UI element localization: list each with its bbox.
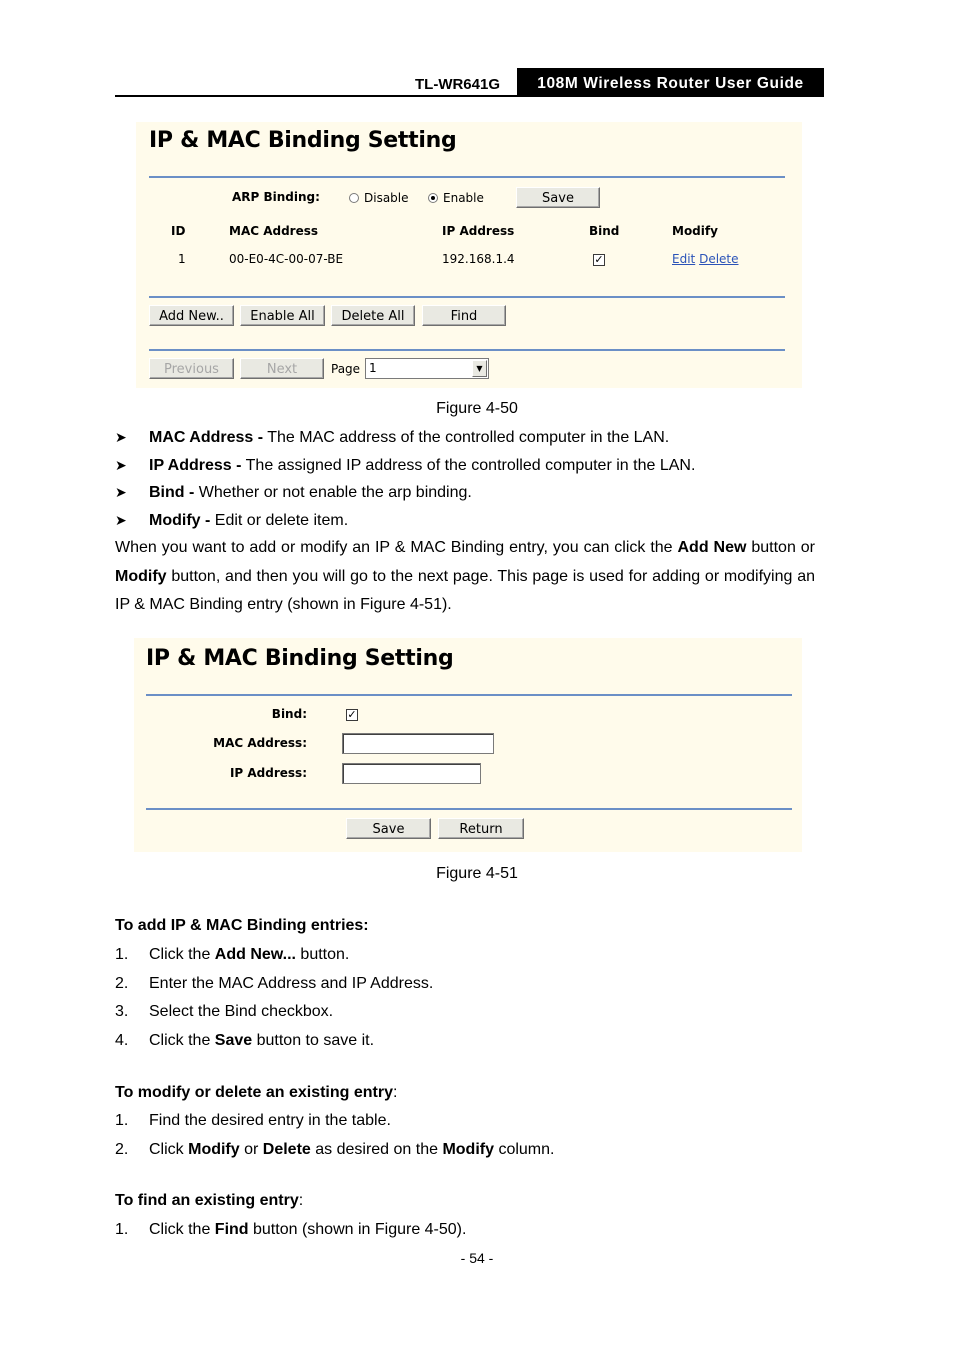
mac-address-input[interactable] xyxy=(342,733,494,754)
previous-button[interactable]: Previous xyxy=(149,358,234,379)
bullet-arrow-icon: ➤ xyxy=(115,457,127,473)
delete-link[interactable]: Delete xyxy=(699,252,739,266)
next-button[interactable]: Next xyxy=(240,358,324,379)
return-button[interactable]: Return xyxy=(438,818,524,839)
bullet-item: Modify - Edit or delete item. xyxy=(149,512,349,529)
bullet-arrow-icon: ➤ xyxy=(115,484,127,500)
bind-label: Bind: xyxy=(271,707,307,721)
step-text: Click Modify or Delete as desired on the Modify column. xyxy=(149,1141,555,1158)
page-number: - 54 - xyxy=(460,1250,494,1266)
find-heading: To find an existing entry: xyxy=(115,1192,304,1209)
bullet-item: IP Address - The assigned IP address of the controlled computer in the LAN. xyxy=(149,457,696,474)
figure2-caption: Figure 4-51 xyxy=(436,865,518,882)
col-header-ip: IP Address xyxy=(442,224,515,238)
page-label: Page xyxy=(331,362,361,376)
row-bind-checkbox[interactable]: ✓ xyxy=(594,253,604,266)
row-mac: 00-E0-4C-00-07-BE xyxy=(229,252,344,266)
ip-address-input[interactable] xyxy=(342,763,481,784)
step-number: 1. xyxy=(115,1112,129,1129)
bullet-arrow-icon: ➤ xyxy=(115,429,127,445)
bind-checkbox[interactable]: ✓ xyxy=(347,708,357,721)
delete-all-button[interactable]: Delete All xyxy=(331,305,415,326)
col-header-mac: MAC Address xyxy=(229,224,319,238)
page-select[interactable] xyxy=(365,358,489,379)
figure-4-50-panel xyxy=(136,122,802,388)
divider xyxy=(149,296,785,298)
enable-all-button[interactable]: Enable All xyxy=(240,305,325,326)
step-number: 2. xyxy=(115,1141,129,1158)
figure2-title: IP & MAC Binding Setting xyxy=(146,646,454,671)
bullet-item: MAC Address - The MAC address of the controlled computer in the LAN. xyxy=(149,429,670,446)
intro-paragraph: When you want to add or modify an IP & MAC Binding entry, you can click the Add New button or Modify button, and then you will go to the next page. This page is used for adding or modifying an IP & MAC Binding entry (shown in Figure 4-51). xyxy=(115,539,815,613)
figure1-title: IP & MAC Binding Setting xyxy=(149,128,457,153)
bullet-item: Bind - Whether or not enable the arp binding. xyxy=(149,484,472,501)
save-button[interactable]: Save xyxy=(346,818,431,839)
edit-link[interactable]: Edit xyxy=(672,252,696,266)
step-text: Click the Find button (shown in Figure 4-50). xyxy=(149,1221,467,1238)
divider xyxy=(146,808,792,810)
step-text: Find the desired entry in the table. xyxy=(149,1112,391,1129)
row-id: 1 xyxy=(178,252,186,266)
row-modify xyxy=(672,252,739,266)
add-heading: To add IP & MAC Binding entries: xyxy=(115,917,369,934)
arp-enable-label: Enable xyxy=(443,191,484,205)
add-new-button[interactable]: Add New.. xyxy=(149,305,234,326)
step-number: 3. xyxy=(115,1003,129,1020)
modify-heading: To modify or delete an existing entry: xyxy=(115,1084,398,1101)
dropdown-arrow-icon: ▼ xyxy=(472,360,487,377)
step-text: Click the Save button to save it. xyxy=(149,1032,375,1049)
step-text: Click the Add New... button. xyxy=(149,946,350,963)
col-header-modify: Modify xyxy=(672,224,718,238)
mac-address-label: MAC Address: xyxy=(213,736,307,750)
find-button[interactable]: Find xyxy=(422,305,506,326)
row-ip: 192.168.1.4 xyxy=(442,252,515,266)
step-text: Enter the MAC Address and IP Address. xyxy=(149,975,434,992)
arp-disable-radio[interactable] xyxy=(349,193,359,203)
col-header-bind: Bind xyxy=(589,224,620,238)
header-guide-title: 108M Wireless Router User Guide xyxy=(517,68,824,97)
step-number: 4. xyxy=(115,1032,129,1049)
page-select-value: 1 xyxy=(369,361,377,375)
divider xyxy=(149,349,785,351)
arp-enable-radio[interactable] xyxy=(428,193,438,203)
step-number: 2. xyxy=(115,975,129,992)
header-model: TL-WR641G xyxy=(415,76,501,93)
figure-4-51-panel xyxy=(134,638,802,852)
col-header-id: ID xyxy=(171,224,186,238)
ip-address-label: IP Address: xyxy=(229,766,307,780)
bullet-arrow-icon: ➤ xyxy=(115,512,127,528)
header-rule xyxy=(115,95,519,97)
step-number: 1. xyxy=(115,946,129,963)
step-number: 1. xyxy=(115,1221,129,1238)
figure1-caption: Figure 4-50 xyxy=(436,400,518,417)
divider xyxy=(149,176,785,178)
arp-binding-label: ARP Binding: xyxy=(232,190,320,204)
save-button[interactable]: Save xyxy=(516,187,600,208)
arp-disable-label: Disable xyxy=(364,191,409,205)
step-text: Select the Bind checkbox. xyxy=(149,1003,334,1020)
divider xyxy=(146,694,792,696)
